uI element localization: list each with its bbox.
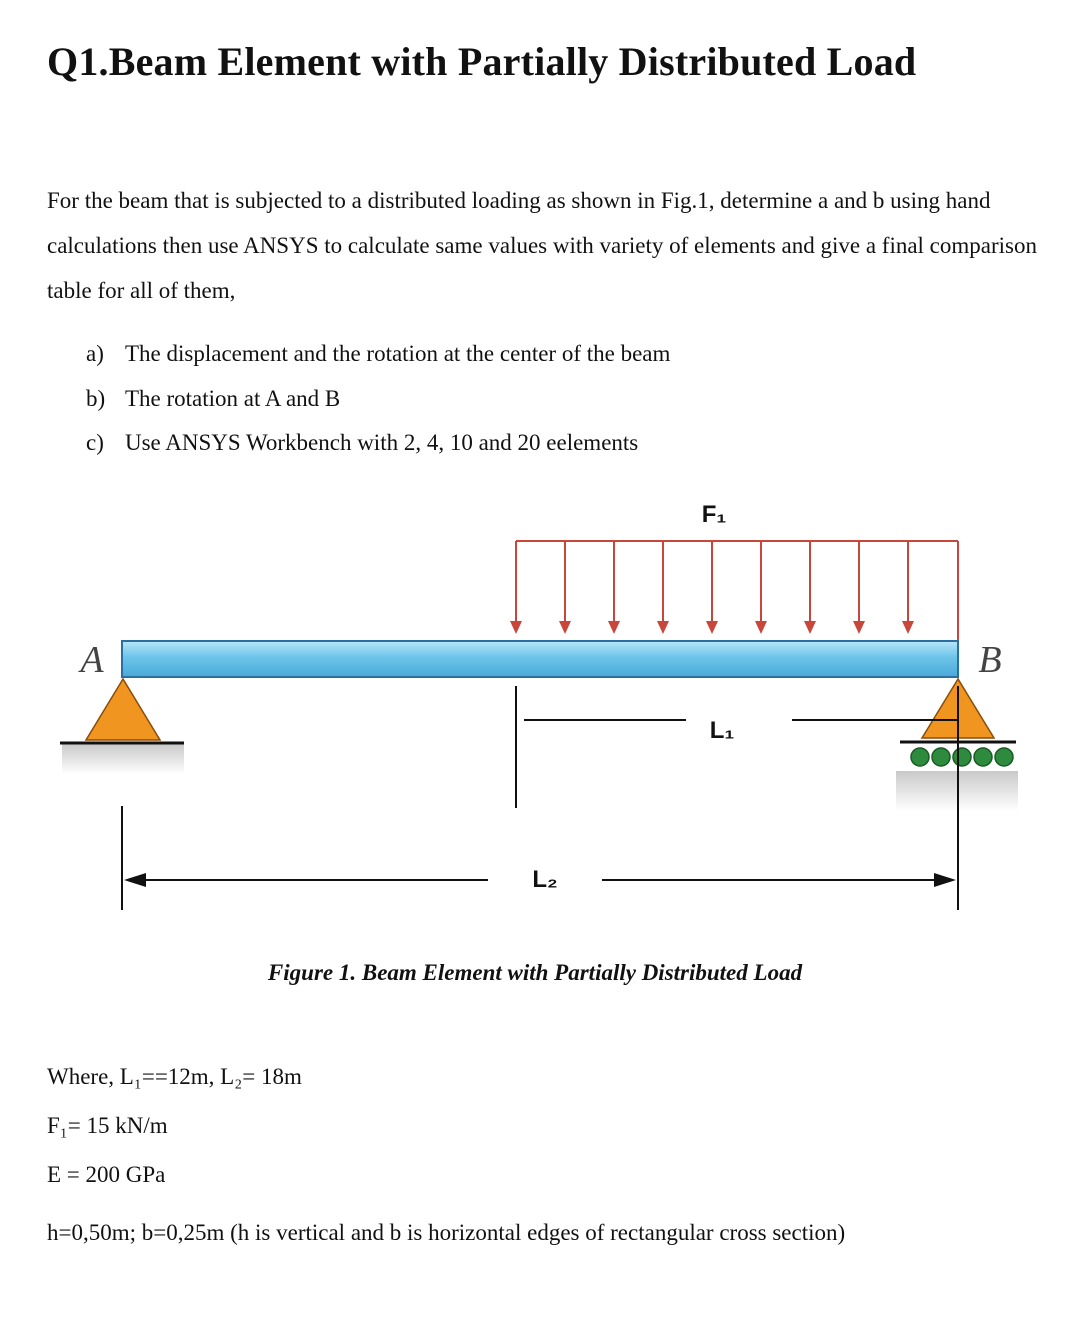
task-text: The displacement and the rotation at the center of the beam xyxy=(125,341,671,366)
dim-label-l1: L₁ xyxy=(709,717,735,744)
load-arrowhead xyxy=(510,621,522,634)
l2-arrowhead-right xyxy=(934,873,956,887)
problem-statement: For the beam that is subjected to a distributed loading as shown in Fig.1, determine a and b using hand calculations then use ANSYS to calculate same values with variety of elements and give a final comparison table for all of them, xyxy=(47,188,1037,303)
beam-figure xyxy=(0,480,1080,940)
task-marker: b) xyxy=(86,385,106,411)
roller-wheel xyxy=(932,748,950,766)
question-title-text: Beam Element with Partially Distributed Load xyxy=(108,39,917,84)
given-parameters xyxy=(47,1060,302,1207)
load-arrowhead xyxy=(755,621,767,634)
param-modulus: E = 200 GPa xyxy=(47,1162,166,1187)
l2-arrowhead-left xyxy=(124,873,146,887)
task-item xyxy=(86,421,670,466)
load-arrowhead xyxy=(559,621,571,634)
dim-label-l2: L₂ xyxy=(532,866,558,893)
param-load: F₁= 15 kN/m xyxy=(47,1113,168,1138)
label-a: A xyxy=(80,639,104,681)
load-arrowhead xyxy=(706,621,718,634)
load-arrowhead xyxy=(853,621,865,634)
roller-wheel xyxy=(911,748,929,766)
cross-section-note: h=0,50m; b=0,25m (h is vertical and b is horizontal edges of rectangular cross section) xyxy=(47,1220,846,1245)
figure-caption: Figure 1. Beam Element with Partially Distributed Load xyxy=(267,960,803,985)
roller-wheel xyxy=(974,748,992,766)
task-marker: c) xyxy=(86,430,104,455)
task-text: The rotation at A and B xyxy=(125,385,341,411)
task-marker: a) xyxy=(86,341,104,366)
param-lengths: Where, L₁==12m, L₂= 18m xyxy=(47,1064,302,1089)
ground-shadow xyxy=(62,744,184,774)
task-text: Use ANSYS Workbench with 2, 4, 10 and 20 eelements xyxy=(125,430,639,455)
load-arrowhead xyxy=(902,621,914,634)
dimension-l1 xyxy=(516,686,958,808)
load-arrows xyxy=(510,541,914,634)
task-list xyxy=(86,332,670,466)
load-arrowhead xyxy=(608,621,620,634)
task-item xyxy=(86,377,670,422)
pin-support-a xyxy=(60,679,184,774)
pin-triangle xyxy=(86,679,160,740)
load-arrowhead xyxy=(804,621,816,634)
distributed-load xyxy=(510,541,958,640)
roller-wheel xyxy=(953,748,971,766)
load-arrowhead xyxy=(657,621,669,634)
label-b: B xyxy=(978,639,1002,681)
load-label: F₁ xyxy=(701,501,727,528)
beam xyxy=(122,641,958,677)
question-number: Q1. xyxy=(47,39,109,84)
roller-wheel xyxy=(995,748,1013,766)
question-title xyxy=(47,38,916,85)
task-item xyxy=(86,332,670,377)
